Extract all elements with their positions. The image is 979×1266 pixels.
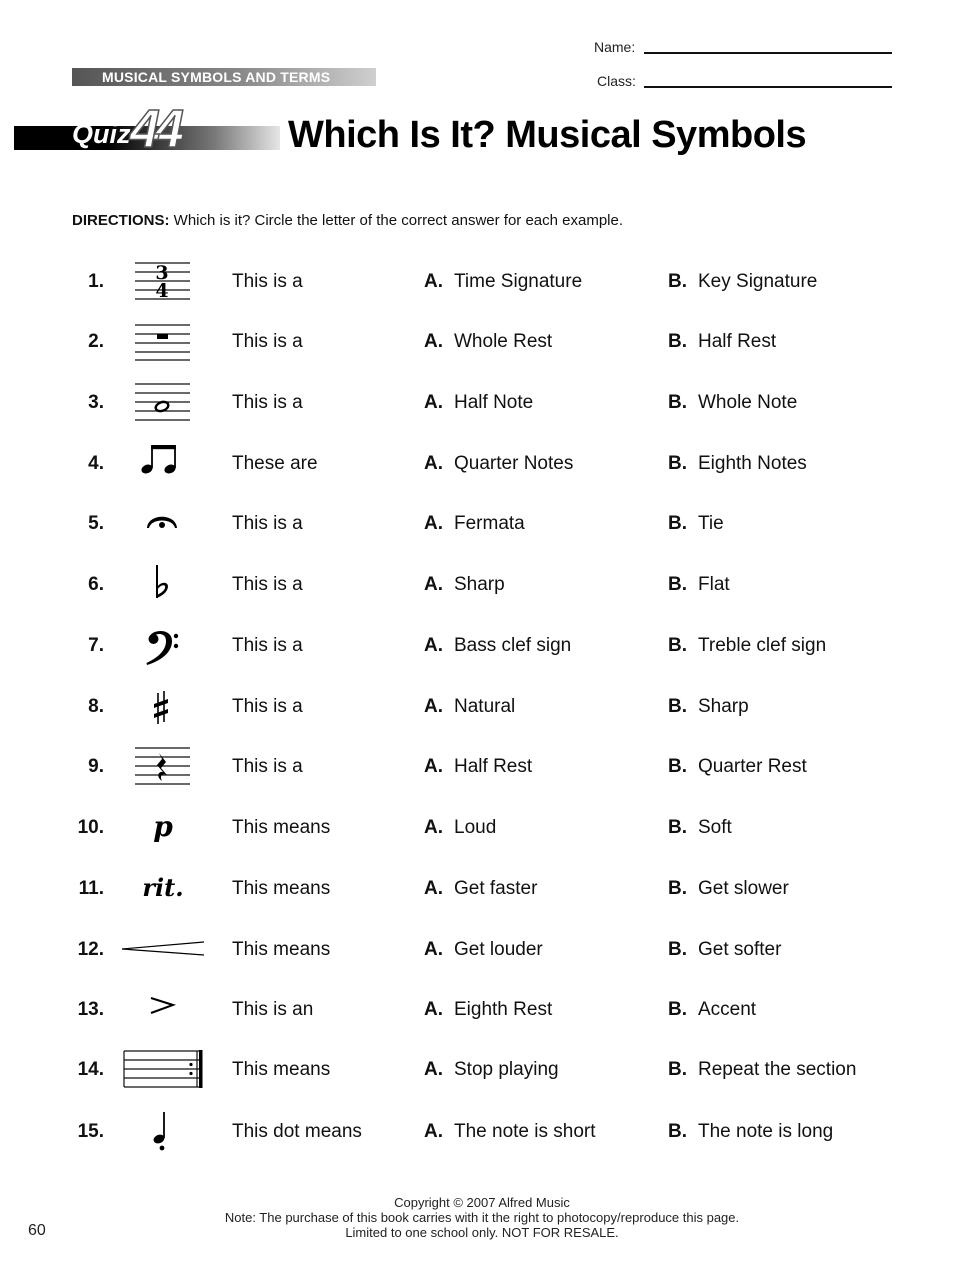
class-line [644,86,892,88]
option-b-text: Half Rest [698,331,777,352]
question-number: 7. [88,635,104,656]
question-number: 10. [77,817,104,838]
option-a[interactable] [424,453,573,475]
question-row [0,747,979,787]
question-row [0,504,979,544]
option-a[interactable] [424,271,582,293]
question-row [0,262,979,302]
option-a[interactable] [424,696,515,718]
option-b-letter: B. [668,392,687,413]
option-b-letter: B. [668,1121,687,1142]
accent-icon [118,990,208,1032]
option-a-text: The note is short [454,1121,596,1142]
option-a-text: Eighth Rest [454,999,553,1020]
option-a[interactable] [424,331,552,353]
question-number: 9. [88,756,104,777]
option-b[interactable] [668,756,807,778]
dotted-quarter-note-icon [118,1112,208,1154]
question-stem: This is a [232,392,303,413]
option-a-letter: A. [424,574,443,595]
option-a-letter: A. [424,635,443,656]
question-stem: This is a [232,331,303,352]
question-number: 13. [77,999,104,1020]
option-b-text: Sharp [698,696,749,717]
option-a-text: Whole Rest [454,331,553,352]
option-a[interactable] [424,939,543,961]
option-b[interactable] [668,271,817,293]
ritardando-icon [118,869,208,911]
question-stem: These are [232,453,318,474]
question-stem: This means [232,939,331,960]
question-row [0,1112,979,1152]
footer-note: Note: The purchase of this book carries with it the right to photocopy/reproduce this page. [224,1210,740,1225]
time-signature-3-4-icon [118,262,208,304]
question-row [0,687,979,727]
question-number: 11. [78,878,104,899]
option-b[interactable] [668,696,749,718]
option-b-text: Flat [698,574,730,595]
quarter-rest-icon [118,747,208,789]
option-a[interactable] [424,1121,596,1143]
question-number: 14. [77,1059,104,1080]
option-b-letter: B. [668,756,687,777]
option-a[interactable] [424,756,532,778]
option-b-text: Soft [698,817,732,838]
question-stem: This is a [232,696,303,717]
question-number: 12. [77,939,104,960]
option-b[interactable] [668,1121,833,1143]
option-b[interactable] [668,939,781,961]
section-banner [72,68,376,86]
option-a-text: Time Signature [454,271,583,292]
option-a[interactable] [424,574,505,596]
option-b[interactable] [668,999,756,1021]
question-stem: This is a [232,635,303,656]
footer-limit: Limited to one school only. NOT FOR RESALE. [345,1225,619,1240]
page-title: Which Is It? Musical Symbols [288,114,807,156]
crescendo-icon [118,930,208,972]
option-a-letter: A. [424,271,443,292]
question-number: 6. [88,574,104,595]
option-b-letter: B. [668,453,687,474]
option-a[interactable] [424,878,537,900]
question-stem: This is a [232,271,303,292]
question-stem: This dot means [232,1121,362,1142]
option-a[interactable] [424,635,571,657]
option-b-text: Repeat the section [698,1059,857,1080]
question-stem: This is a [232,513,303,534]
question-row [0,444,979,484]
option-b-letter: B. [668,817,687,838]
option-b-text: Tie [698,513,724,534]
option-b[interactable] [668,1059,856,1081]
question-row [0,626,979,666]
fermata-icon [118,504,208,546]
question-stem: This is a [232,756,303,777]
option-a-text: Quarter Notes [454,453,574,474]
svg-text:3: 3 [155,262,169,284]
option-a-text: Sharp [454,574,505,595]
option-b-text: Quarter Rest [698,756,807,777]
option-b[interactable] [668,453,807,475]
ritardando-text: rit. [142,873,184,902]
option-a[interactable] [424,1059,559,1081]
option-b-text: Get softer [698,939,782,960]
option-a-letter: A. [424,1059,443,1080]
option-b-letter: B. [668,696,687,717]
option-b-letter: B. [668,635,687,656]
option-a-text: Half Rest [454,756,533,777]
option-b-text: Accent [698,999,757,1020]
option-a-text: Bass clef sign [454,635,572,656]
question-row [0,1050,979,1090]
page-number: 60 [28,1222,46,1239]
question-row [0,869,979,909]
option-b-letter: B. [668,1059,687,1080]
option-a-text: Get louder [454,939,543,960]
question-number: 15. [77,1121,104,1142]
option-b-letter: B. [668,878,687,899]
option-a-letter: A. [424,513,443,534]
option-a[interactable] [424,392,533,414]
option-b[interactable] [668,392,797,414]
question-number: 5. [88,513,104,534]
question-stem: This means [232,817,331,838]
whole-rest-icon [118,322,208,364]
option-b-text: Key Signature [698,271,818,292]
quiz-number: 44 [130,99,179,159]
name-label: Name: [594,39,636,55]
footer-copyright: Copyright © 2007 Alfred Music [394,1195,570,1210]
option-a-letter: A. [424,453,443,474]
option-a-letter: A. [424,939,443,960]
question-row [0,990,979,1030]
whole-note-icon [118,383,208,425]
question-number: 1. [88,271,104,292]
question-stem: This is a [232,574,303,595]
option-b-text: The note is long [698,1121,834,1142]
option-b-letter: B. [668,331,687,352]
option-b-letter: B. [668,271,687,292]
option-a-letter: A. [424,999,443,1020]
section-label: MUSICAL SYMBOLS AND TERMS [102,69,331,85]
name-line [644,52,892,54]
repeat-sign-icon [118,1050,208,1092]
directions [72,212,623,229]
option-a-letter: A. [424,331,443,352]
svg-text:4: 4 [155,280,169,302]
flat-icon [118,565,208,607]
question-row [0,383,979,423]
question-row [0,565,979,605]
option-a[interactable] [424,999,552,1021]
option-a-text: Half Note [454,392,534,413]
option-a-letter: A. [424,878,443,899]
option-a-letter: A. [424,756,443,777]
question-row [0,930,979,970]
question-row [0,808,979,848]
option-b[interactable] [668,513,724,535]
option-a-text: Stop playing [454,1059,559,1080]
option-b-text: Whole Note [698,392,798,413]
question-stem: This means [232,878,331,899]
class-label: Class: [597,73,636,89]
piano-dynamic-text: p [153,810,173,843]
option-b-text: Get slower [698,878,789,899]
option-b-letter: B. [668,999,687,1020]
option-b[interactable] [668,817,732,839]
option-b-text: Treble clef sign [698,635,827,656]
option-b-letter: B. [668,574,687,595]
beamed-eighth-notes-icon [118,444,208,486]
option-a-letter: A. [424,1121,443,1142]
option-a[interactable] [424,817,496,839]
question-number: 4. [88,453,104,474]
option-b-text: Eighth Notes [698,453,807,474]
option-a-text: Fermata [454,513,525,534]
question-row [0,322,979,362]
directions-text: Which is it? Circle the letter of the correct answer for each example. [169,212,624,229]
directions-label: DIRECTIONS: [72,212,170,229]
option-a-letter: A. [424,696,443,717]
piano-dynamic-icon [118,808,208,850]
option-a-text: Loud [454,817,497,838]
option-b[interactable] [668,331,776,353]
option-a[interactable] [424,513,525,535]
question-stem: This is an [232,999,314,1020]
question-number: 8. [88,696,104,717]
question-number: 3. [88,392,104,413]
option-b[interactable] [668,878,789,900]
option-a-letter: A. [424,392,443,413]
option-b[interactable] [668,574,730,596]
option-b[interactable] [668,635,826,657]
option-b-letter: B. [668,939,687,960]
quiz-label: Quiz [72,119,131,149]
question-stem: This means [232,1059,331,1080]
option-a-text: Natural [454,696,516,717]
question-number: 2. [88,331,104,352]
option-a-text: Get faster [454,878,538,899]
sharp-icon [118,687,208,729]
option-a-letter: A. [424,817,443,838]
bass-clef-icon [118,626,208,668]
option-b-letter: B. [668,513,687,534]
